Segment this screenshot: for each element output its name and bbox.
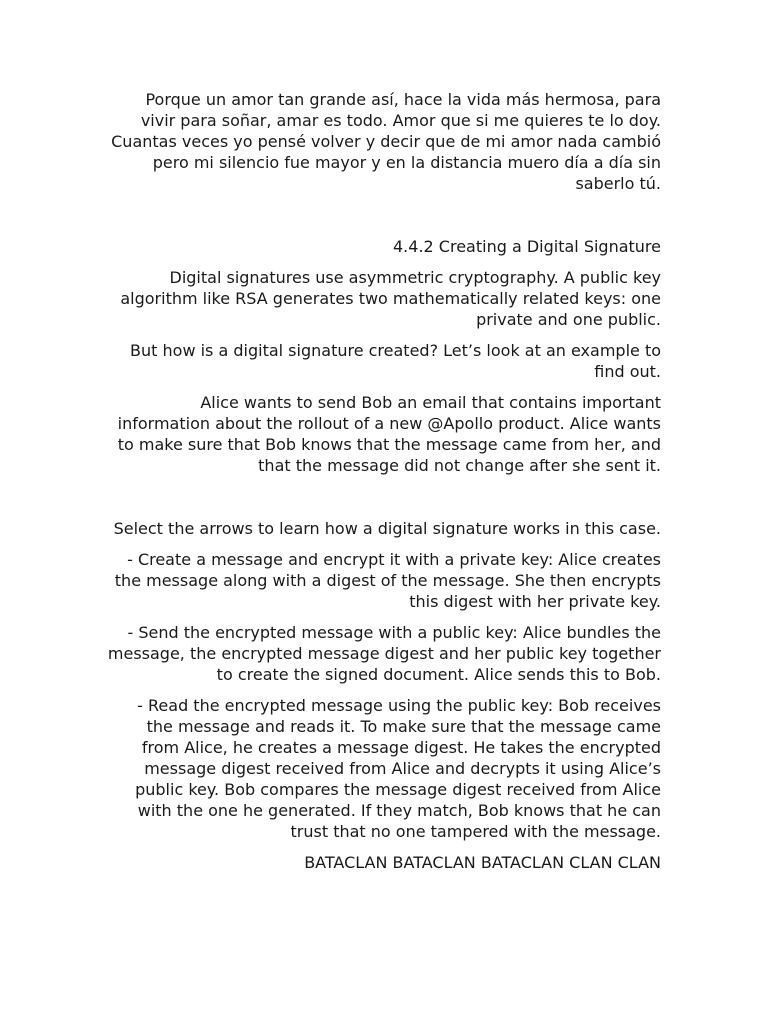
paragraph-question: But how is a digital signature created? Let’s look at an example to find out. xyxy=(130,341,661,381)
paragraph-alice-bob: Alice wants to send Bob an email that contains important information about the rollout of a new @Apollo product. Alice wants to make sure that Bob knows that the message came from her, and that the message did not change after she sent it. xyxy=(117,393,661,475)
instruction-paragraph: Select the arrows to learn how a digital signature works in this case. xyxy=(113,519,661,538)
step-read: - Read the encrypted message using the public key: Bob receives the message and reads it. To make sure that the message came from Alice, he creates a message digest. He takes the encrypted message digest received from Alice and decrypts it using Alice’s public key. Bob compares the message digest received from Alice with the one he generated. If they match, Bob knows that he can trust that no one tampered with the message. xyxy=(135,696,661,841)
step-create: - Create a message and encrypt it with a private key: Alice creates the message along with a digest of the message. She then encrypts this digest with her private key. xyxy=(114,550,661,611)
section-heading: 4.4.2 Creating a Digital Signature xyxy=(393,237,661,256)
paragraph-asymmetric: Digital signatures use asymmetric cryptography. A public key algorithm like RSA generates two mathematically related keys: one private and one public. xyxy=(120,268,661,329)
intro-paragraph: Porque un amor tan grande así, hace la vida más hermosa, para vivir para soñar, amar es todo. Amor que si me quieres te lo doy. Cuantas veces yo pensé volver y decir que de mi amor nada cambió pero mi silencio fue mayor y en la distancia muero día a día sin saberlo tú. xyxy=(111,90,661,193)
closing-line: BATACLAN BATACLAN BATACLAN CLAN CLAN xyxy=(304,853,661,872)
document-page xyxy=(107,89,661,873)
step-send: - Send the encrypted message with a public key: Alice bundles the message, the encrypted message digest and her public key together to create the signed document. Alice sends this to Bob. xyxy=(107,623,661,684)
